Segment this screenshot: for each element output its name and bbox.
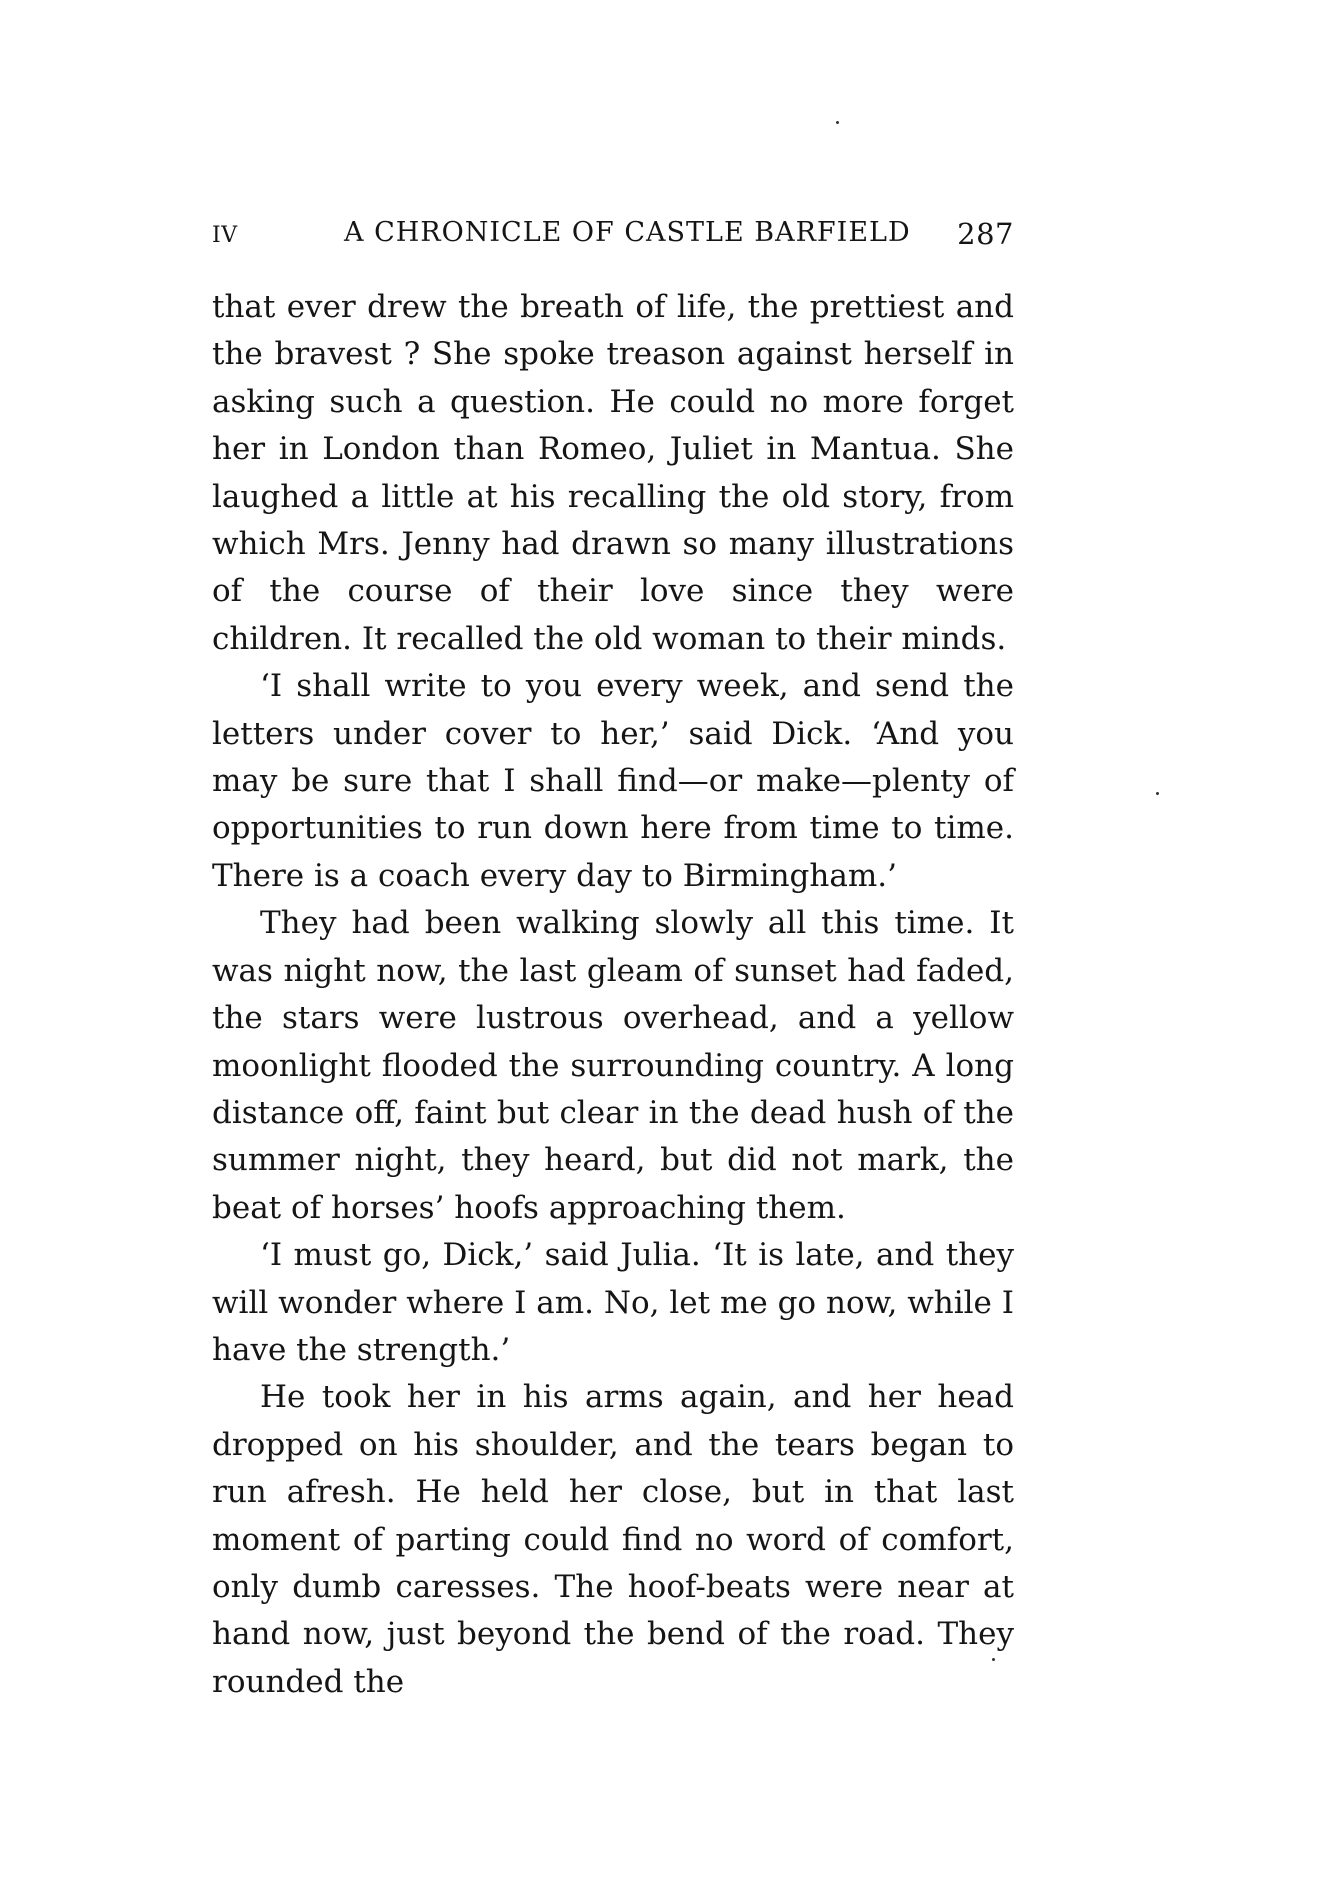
running-title: A CHRONICLE OF CASTLE BARFIELD — [344, 217, 911, 248]
paragraph: ‘I must go, Dick,’ said Julia. ‘It is late, and they will wonder where I am. No, let me go now, while I have the strength.’ — [212, 1237, 1014, 1368]
running-header — [212, 217, 1014, 257]
page-number: 287 — [957, 217, 1014, 251]
paragraph: They had been walking slowly all this time. It was night now, the last gleam of sunset had faded, the stars were lustrous overhead, and a yellow moonlight flooded the surrounding country. A long distance off, faint but clear in the dead hush of the summer night, they heard, but did not mark, the beat of horses’ hoofs approaching them. — [212, 905, 1014, 1226]
paragraph: ‘I shall write to you every week, and send the letters under cover to her,’ said Dick. ‘And you may be sure that I shall find—or make—plenty of opportunities to run down here from time to time. There is a coach every day to Birmingham.’ — [212, 668, 1014, 894]
paragraph: He took her in his arms again, and her head dropped on his shoulder, and the tears began to run afresh. He held her close, but in that last moment of parting could find no word of comfort, only dumb caresses. The hoof-beats were near at hand now, just beyond the bend of the road. They rounded the — [212, 1379, 1014, 1700]
ink-speck — [836, 121, 839, 124]
body-text — [212, 284, 1014, 1706]
ink-speck — [1156, 792, 1159, 795]
paragraph: that ever drew the breath of life, the prettiest and the bravest ? She spoke treason against herself in asking such a question. He could no more forget her in London than Romeo, Juliet in Mantua. She laughed a little at his recalling the old story, from which Mrs. Jenny had drawn so many illustrations of the course of their love since they were children. It recalled the old woman to their minds. — [212, 289, 1014, 657]
chapter-number: IV — [212, 223, 238, 248]
